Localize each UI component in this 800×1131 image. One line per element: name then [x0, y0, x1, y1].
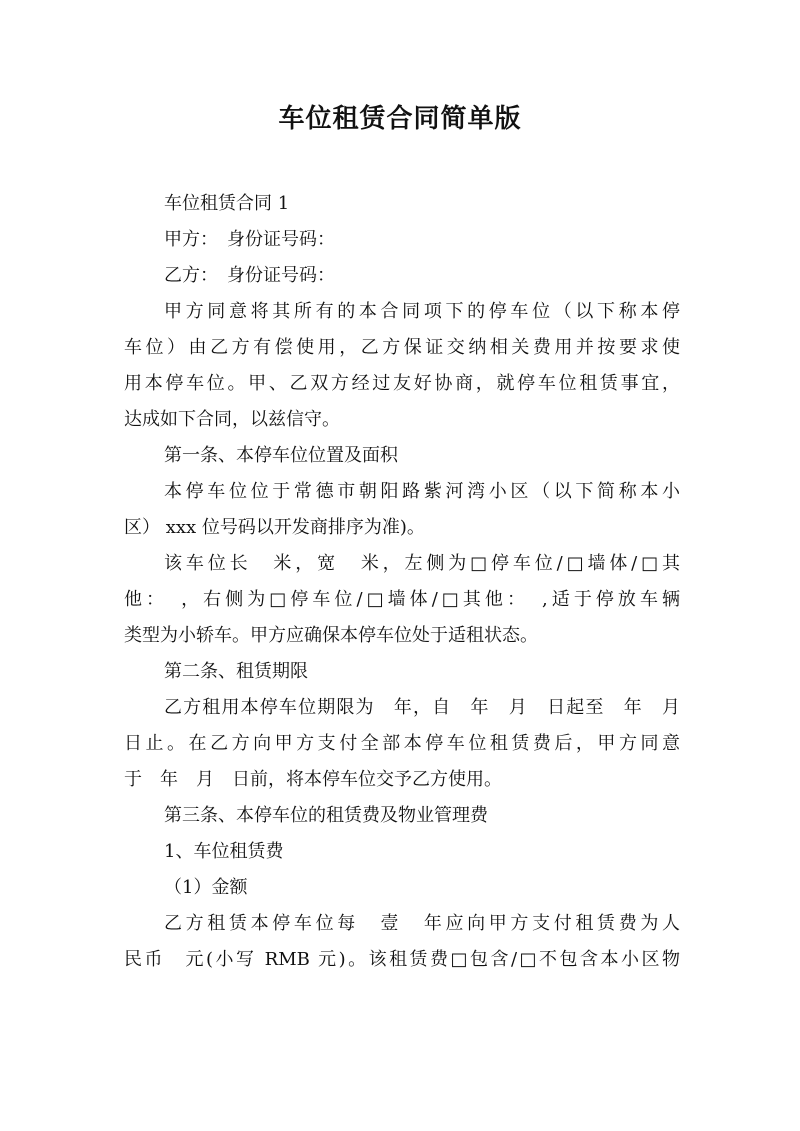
- document-body: [124, 186, 680, 978]
- subsection-heading: 1、车位租赁费: [164, 841, 284, 862]
- party-b-line: 乙方： 身份证号码：: [164, 265, 335, 286]
- contract-heading: 车位租赁合同 1: [164, 193, 290, 214]
- paragraph-line: 乙方租用本停车位期限为 年，自 年 月 日起至 年 月: [164, 697, 680, 718]
- article-2-heading: 第二条、租赁期限: [164, 661, 308, 682]
- paragraph-line: 甲方同意将其所有的本合同项下的停车位（以下称本停: [164, 301, 680, 322]
- paragraph-line: 区） xxx 位号码以开发商排序为准)。: [124, 517, 425, 538]
- paragraph-line: 达成如下合同，以兹信守。: [124, 409, 340, 430]
- paragraph-line: 乙方租赁本停车位每 壹 年应向甲方支付租赁费为人: [164, 913, 680, 934]
- subsection-heading: （1）金额: [164, 877, 248, 898]
- party-a-line: 甲方： 身份证号码：: [164, 229, 335, 250]
- paragraph-line: 于 年 月 日前，将本停车位交予乙方使用。: [124, 769, 502, 790]
- paragraph-line: 类型为小轿车。甲方应确保本停车位处于适租状态。: [124, 625, 538, 646]
- paragraph-line: 他： ，右侧为□停车位/□墙体/□其他： ,适于停放车辆: [124, 589, 680, 610]
- paragraph-line: 用本停车位。甲、乙双方经过友好协商，就停车位租赁事宜，: [124, 373, 680, 394]
- article-3-heading: 第三条、本停车位的租赁费及物业管理费: [164, 805, 488, 826]
- document-title: 车位租赁合同简单版: [278, 104, 522, 134]
- paragraph-line: 日止。在乙方向甲方支付全部本停车位租赁费后，甲方同意: [124, 733, 680, 754]
- paragraph-line: 民币 元(小写 RMB 元)。该租赁费□包含/□不包含本小区物: [124, 949, 680, 970]
- paragraph-line: 车位）由乙方有偿使用，乙方保证交纳相关费用并按要求使: [124, 337, 680, 358]
- paragraph-line: 本停车位位于常德市朝阳路紫河湾小区（以下简称本小: [164, 481, 680, 502]
- article-1-heading: 第一条、本停车位位置及面积: [164, 445, 398, 466]
- paragraph-line: 该车位长 米，宽 米，左侧为□停车位/□墙体/□其: [164, 553, 680, 574]
